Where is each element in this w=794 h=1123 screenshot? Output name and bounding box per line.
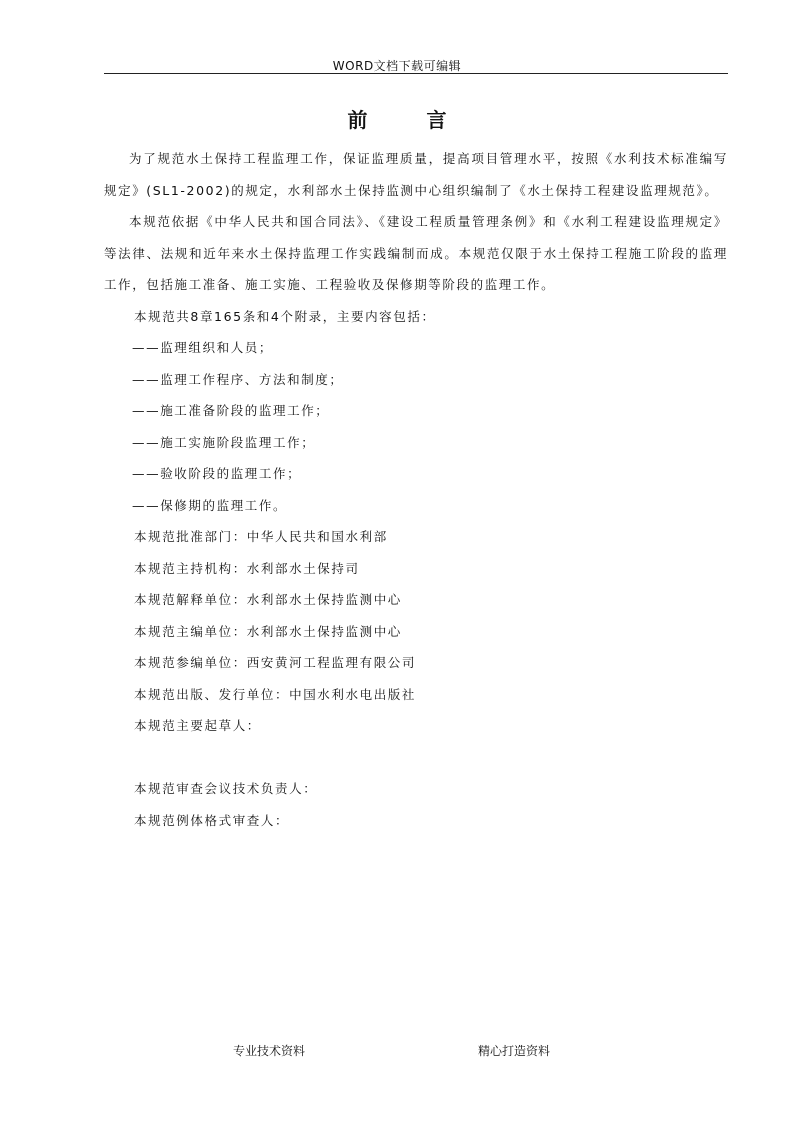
info-chief-editor: 本规范主编单位：水利部水土保持监测中心: [134, 623, 402, 639]
list-item: ——监理组织和人员；: [132, 340, 274, 355]
info-publisher: 本规范出版、发行单位：中国水利水电出版社: [134, 686, 417, 702]
paragraph-1: 为了规范水土保持工程监理工作，保证监理质量，提高项目管理水平，按照《水利技术标准编写规定》(SL1-2002)的规定，水利部水土保持监测中心组织编制了《水土保持工程建设监理规范》。: [104, 151, 728, 198]
info-technical-lead: 本规范审查会议技术负责人：: [134, 781, 318, 796]
list-item: ——施工准备阶段的监理工作；: [132, 403, 330, 418]
list-item: ——监理工作程序、方法和制度；: [132, 371, 344, 387]
paragraph-2: 本规范依据《中华人民共和国合同法》、《建设工程质量管理条例》和《水利工程建设监理规定》等法律、法规和近年来水土保持监理工作实践编制而成。本规范仅限于水土保持工程施工阶段的监理工作，包括施工准备、施工实施、工程验收及保修期等阶段的监理工作。: [104, 214, 728, 292]
info-approval: 本规范批准部门：中华人民共和国水利部: [134, 529, 388, 544]
info-co-editor: 本规范参编单位：西安黄河工程监理有限公司: [134, 655, 417, 670]
info-drafters: 本规范主要起草人：: [134, 718, 261, 733]
info-format-reviewer: 本规范例体格式审查人：: [134, 812, 290, 828]
list-item: ——保修期的监理工作。: [132, 497, 288, 513]
document-body: [104, 143, 728, 836]
list-item: ——施工实施阶段监理工作；: [132, 434, 316, 450]
footer-left-text: 专业技术资料: [233, 1044, 306, 1058]
footer-right-text: 精心打造资料: [478, 1044, 551, 1058]
blank-spacer: [104, 742, 728, 774]
summary-line: 本规范共8章165条和4个附录，主要内容包括：: [134, 308, 436, 324]
header-divider: [104, 73, 728, 74]
info-interpretation: 本规范解释单位：水利部水土保持监测中心: [134, 592, 402, 607]
list-item: ——验收阶段的监理工作；: [132, 466, 302, 481]
page-title: 前 言: [347, 108, 473, 132]
page-header: WORD文档下载可编辑: [332, 59, 462, 73]
info-host: 本规范主持机构：水利部水土保持司: [134, 560, 360, 576]
